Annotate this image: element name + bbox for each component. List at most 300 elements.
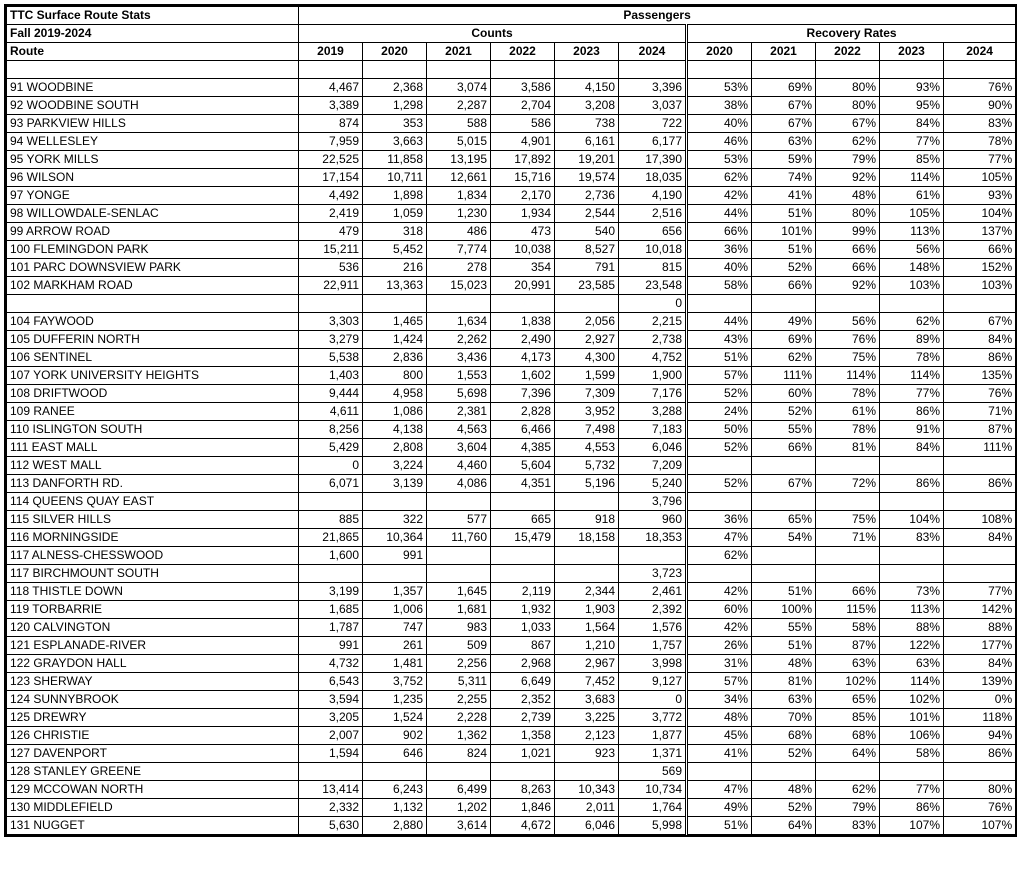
count-cell: 23,585 xyxy=(555,276,619,294)
count-cell: 9,444 xyxy=(299,384,363,402)
header-row-3 xyxy=(7,43,1016,61)
count-cell xyxy=(427,61,491,79)
route-name-cell: 91 WOODBINE xyxy=(7,78,299,96)
count-cell: 2,736 xyxy=(555,186,619,204)
count-cell: 1,898 xyxy=(363,186,427,204)
recovery-rate-cell: 93% xyxy=(944,186,1016,204)
recovery-rate-cell xyxy=(816,456,880,474)
count-cell: 2,119 xyxy=(491,582,555,600)
recovery-rate-cell: 85% xyxy=(880,150,944,168)
count-cell xyxy=(491,492,555,510)
count-cell: 18,158 xyxy=(555,528,619,546)
count-cell: 8,263 xyxy=(491,780,555,798)
count-cell: 722 xyxy=(619,114,687,132)
recovery-rate-cell: 122% xyxy=(880,636,944,654)
recovery-rate-cell: 177% xyxy=(944,636,1016,654)
count-cell: 6,161 xyxy=(555,132,619,150)
recovery-rate-cell xyxy=(687,61,752,79)
recovery-rate-cell xyxy=(880,564,944,582)
count-cell: 1,132 xyxy=(363,798,427,816)
recovery-rate-cell: 63% xyxy=(816,654,880,672)
count-cell: 1,564 xyxy=(555,618,619,636)
count-cell xyxy=(555,492,619,510)
count-cell: 4,901 xyxy=(491,132,555,150)
table-row xyxy=(7,96,1016,114)
recovery-rate-cell: 95% xyxy=(880,96,944,114)
count-cell: 4,732 xyxy=(299,654,363,672)
recovery-rate-cell: 44% xyxy=(687,312,752,330)
route-name-cell: 115 SILVER HILLS xyxy=(7,510,299,528)
count-cell: 509 xyxy=(427,636,491,654)
route-name-cell: 95 YORK MILLS xyxy=(7,150,299,168)
count-cell: 3,139 xyxy=(363,474,427,492)
count-cell: 4,086 xyxy=(427,474,491,492)
count-cell: 4,351 xyxy=(491,474,555,492)
table-row xyxy=(7,276,1016,294)
count-cell: 4,190 xyxy=(619,186,687,204)
count-cell: 3,752 xyxy=(363,672,427,690)
recovery-rate-cell: 42% xyxy=(687,582,752,600)
recovery-rate-cell: 51% xyxy=(687,348,752,366)
recovery-rate-cell: 102% xyxy=(816,672,880,690)
recovery-rate-cell: 84% xyxy=(944,330,1016,348)
recovery-rate-cell xyxy=(687,456,752,474)
recovery-rate-cell: 78% xyxy=(816,384,880,402)
count-cell: 473 xyxy=(491,222,555,240)
count-cell xyxy=(363,564,427,582)
route-name-cell: 106 SENTINEL xyxy=(7,348,299,366)
recovery-rate-cell xyxy=(687,492,752,510)
route-stats-table xyxy=(6,6,1016,835)
count-cell: 1,021 xyxy=(491,744,555,762)
count-cell: 2,419 xyxy=(299,204,363,222)
count-cell: 6,649 xyxy=(491,672,555,690)
table-row xyxy=(7,546,1016,564)
count-cell: 815 xyxy=(619,258,687,276)
count-cell: 1,553 xyxy=(427,366,491,384)
recovery-rate-cell: 66% xyxy=(752,276,816,294)
recovery-rate-cell xyxy=(752,546,816,564)
recovery-rate-cell: 68% xyxy=(816,726,880,744)
sheet-title: TTC Surface Route Stats xyxy=(7,7,299,25)
table-row xyxy=(7,474,1016,492)
recovery-rate-cell: 71% xyxy=(816,528,880,546)
recovery-rate-cell: 66% xyxy=(687,222,752,240)
count-cell: 486 xyxy=(427,222,491,240)
recovery-rate-cell: 76% xyxy=(944,798,1016,816)
recovery-year-header: 2023 xyxy=(880,43,944,61)
recovery-rate-cell xyxy=(944,61,1016,79)
count-cell: 0 xyxy=(619,690,687,708)
recovery-rate-cell: 51% xyxy=(752,240,816,258)
count-year-header: 2024 xyxy=(619,43,687,61)
count-cell: 20,991 xyxy=(491,276,555,294)
recovery-rate-cell: 78% xyxy=(944,132,1016,150)
recovery-rate-cell: 64% xyxy=(752,816,816,834)
count-cell: 15,023 xyxy=(427,276,491,294)
recovery-rate-cell: 80% xyxy=(816,78,880,96)
count-cell xyxy=(491,546,555,564)
recovery-rate-cell: 103% xyxy=(944,276,1016,294)
recovery-rate-cell xyxy=(816,61,880,79)
count-cell: 2,228 xyxy=(427,708,491,726)
recovery-rate-cell: 69% xyxy=(752,78,816,96)
route-name-cell: 125 DREWRY xyxy=(7,708,299,726)
count-cell: 1,298 xyxy=(363,96,427,114)
recovery-rate-cell: 44% xyxy=(687,204,752,222)
route-name-cell: 104 FAYWOOD xyxy=(7,312,299,330)
count-cell: 991 xyxy=(299,636,363,654)
route-name-cell: 92 WOODBINE SOUTH xyxy=(7,96,299,114)
recovery-rate-cell xyxy=(880,492,944,510)
count-cell: 19,201 xyxy=(555,150,619,168)
recovery-rate-cell: 51% xyxy=(687,816,752,834)
count-cell: 1,594 xyxy=(299,744,363,762)
count-cell: 4,460 xyxy=(427,456,491,474)
count-cell: 2,828 xyxy=(491,402,555,420)
count-cell: 17,390 xyxy=(619,150,687,168)
count-cell: 17,892 xyxy=(491,150,555,168)
recovery-year-header: 2020 xyxy=(687,43,752,61)
header-row-2 xyxy=(7,25,1016,43)
count-cell: 3,303 xyxy=(299,312,363,330)
count-cell: 354 xyxy=(491,258,555,276)
table-row xyxy=(7,492,1016,510)
count-cell: 2,968 xyxy=(491,654,555,672)
recovery-rate-cell: 58% xyxy=(687,276,752,294)
count-year-header: 2019 xyxy=(299,43,363,61)
count-cell: 216 xyxy=(363,258,427,276)
count-cell: 12,661 xyxy=(427,168,491,186)
count-cell: 7,183 xyxy=(619,420,687,438)
count-cell: 1,524 xyxy=(363,708,427,726)
count-cell: 6,177 xyxy=(619,132,687,150)
count-cell: 1,602 xyxy=(491,366,555,384)
count-cell: 3,199 xyxy=(299,582,363,600)
count-cell: 1,006 xyxy=(363,600,427,618)
route-name-cell: 121 ESPLANADE-RIVER xyxy=(7,636,299,654)
count-cell: 3,594 xyxy=(299,690,363,708)
recovery-rate-cell: 77% xyxy=(944,582,1016,600)
recovery-rate-cell: 86% xyxy=(944,348,1016,366)
recovery-rate-cell: 52% xyxy=(752,258,816,276)
count-cell: 7,209 xyxy=(619,456,687,474)
count-cell: 1,645 xyxy=(427,582,491,600)
recovery-rate-cell: 103% xyxy=(880,276,944,294)
table-row xyxy=(7,61,1016,79)
count-cell: 1,230 xyxy=(427,204,491,222)
count-cell: 2,056 xyxy=(555,312,619,330)
count-cell: 2,544 xyxy=(555,204,619,222)
count-cell xyxy=(427,546,491,564)
count-cell: 2,170 xyxy=(491,186,555,204)
table-row xyxy=(7,384,1016,402)
recovery-rate-cell xyxy=(944,762,1016,780)
recovery-rate-cell: 68% xyxy=(752,726,816,744)
table-row xyxy=(7,780,1016,798)
table-row xyxy=(7,600,1016,618)
recovery-rate-cell: 85% xyxy=(816,708,880,726)
count-cell: 656 xyxy=(619,222,687,240)
table-row xyxy=(7,690,1016,708)
recovery-rate-cell xyxy=(752,564,816,582)
recovery-rate-cell: 49% xyxy=(752,312,816,330)
table-row xyxy=(7,456,1016,474)
recovery-rate-cell: 65% xyxy=(752,510,816,528)
recovery-rate-cell: 67% xyxy=(816,114,880,132)
count-cell: 4,492 xyxy=(299,186,363,204)
count-cell: 8,527 xyxy=(555,240,619,258)
recovery-rate-cell: 99% xyxy=(816,222,880,240)
recovery-rate-cell: 101% xyxy=(752,222,816,240)
count-cell: 13,363 xyxy=(363,276,427,294)
count-cell: 4,958 xyxy=(363,384,427,402)
count-cell: 665 xyxy=(491,510,555,528)
recovery-rate-cell: 114% xyxy=(880,366,944,384)
recovery-rate-cell: 52% xyxy=(687,384,752,402)
recovery-rate-cell: 114% xyxy=(880,672,944,690)
count-cell: 2,123 xyxy=(555,726,619,744)
recovery-rate-cell: 76% xyxy=(816,330,880,348)
count-cell: 22,525 xyxy=(299,150,363,168)
recovery-rate-cell: 89% xyxy=(880,330,944,348)
recovery-rate-cell: 48% xyxy=(687,708,752,726)
count-cell: 5,452 xyxy=(363,240,427,258)
count-cell xyxy=(299,492,363,510)
count-cell: 2,392 xyxy=(619,600,687,618)
count-cell xyxy=(555,546,619,564)
count-cell: 3,037 xyxy=(619,96,687,114)
count-cell: 3,604 xyxy=(427,438,491,456)
count-cell: 479 xyxy=(299,222,363,240)
table-row xyxy=(7,168,1016,186)
recovery-rate-cell: 58% xyxy=(880,744,944,762)
recovery-rate-cell xyxy=(816,762,880,780)
recovery-rate-cell: 36% xyxy=(687,510,752,528)
count-year-header: 2023 xyxy=(555,43,619,61)
count-cell: 2,287 xyxy=(427,96,491,114)
recovery-rate-cell: 104% xyxy=(880,510,944,528)
route-name-cell: 117 ALNESS-CHESSWOOD xyxy=(7,546,299,564)
recovery-rate-cell xyxy=(752,294,816,312)
count-cell: 0 xyxy=(619,294,687,312)
passengers-header: Passengers xyxy=(299,7,1016,25)
table-row xyxy=(7,618,1016,636)
count-cell: 2,352 xyxy=(491,690,555,708)
recovery-rate-cell: 101% xyxy=(880,708,944,726)
count-cell: 7,396 xyxy=(491,384,555,402)
recovery-rate-cell: 49% xyxy=(687,798,752,816)
recovery-rate-cell: 65% xyxy=(816,690,880,708)
recovery-rate-cell: 88% xyxy=(944,618,1016,636)
recovery-rate-cell: 58% xyxy=(816,618,880,636)
count-cell: 2,738 xyxy=(619,330,687,348)
recovery-rate-cell: 84% xyxy=(944,528,1016,546)
table-row xyxy=(7,258,1016,276)
count-cell: 21,865 xyxy=(299,528,363,546)
recovery-rate-cell: 73% xyxy=(880,582,944,600)
count-cell xyxy=(491,762,555,780)
count-cell: 3,389 xyxy=(299,96,363,114)
recovery-rate-cell xyxy=(944,294,1016,312)
route-name-cell: 130 MIDDLEFIELD xyxy=(7,798,299,816)
count-cell: 278 xyxy=(427,258,491,276)
recovery-rate-cell: 62% xyxy=(816,132,880,150)
recovery-rate-cell: 111% xyxy=(752,366,816,384)
recovery-rate-cell: 152% xyxy=(944,258,1016,276)
table-row xyxy=(7,438,1016,456)
table-row xyxy=(7,204,1016,222)
table-row xyxy=(7,312,1016,330)
recovery-rate-cell: 115% xyxy=(816,600,880,618)
route-name-cell: 102 MARKHAM ROAD xyxy=(7,276,299,294)
recovery-rate-cell: 40% xyxy=(687,114,752,132)
count-cell: 1,787 xyxy=(299,618,363,636)
count-cell: 1,210 xyxy=(555,636,619,654)
route-name-cell: 112 WEST MALL xyxy=(7,456,299,474)
recovery-rate-cell: 66% xyxy=(816,240,880,258)
count-cell: 3,224 xyxy=(363,456,427,474)
recovery-rate-cell xyxy=(687,762,752,780)
recovery-rate-cell: 60% xyxy=(752,384,816,402)
recovery-rate-cell: 43% xyxy=(687,330,752,348)
count-cell: 5,240 xyxy=(619,474,687,492)
count-cell: 2,344 xyxy=(555,582,619,600)
route-name-cell: 127 DAVENPORT xyxy=(7,744,299,762)
table-row xyxy=(7,564,1016,582)
count-cell: 3,683 xyxy=(555,690,619,708)
count-cell: 261 xyxy=(363,636,427,654)
count-cell: 5,196 xyxy=(555,474,619,492)
count-cell xyxy=(299,294,363,312)
recovery-rate-cell: 67% xyxy=(944,312,1016,330)
recovery-rate-cell xyxy=(880,294,944,312)
table-row xyxy=(7,510,1016,528)
recovery-rate-cell: 107% xyxy=(880,816,944,834)
recovery-rate-cell: 113% xyxy=(880,222,944,240)
count-cell: 9,127 xyxy=(619,672,687,690)
recovery-rate-cell: 56% xyxy=(816,312,880,330)
count-cell: 6,046 xyxy=(555,816,619,834)
recovery-rate-cell: 62% xyxy=(687,546,752,564)
recovery-rate-cell: 102% xyxy=(880,690,944,708)
recovery-rate-cell: 42% xyxy=(687,618,752,636)
recovery-rate-cell: 0% xyxy=(944,690,1016,708)
count-cell: 1,481 xyxy=(363,654,427,672)
count-cell: 540 xyxy=(555,222,619,240)
count-cell xyxy=(299,564,363,582)
recovery-rate-cell: 79% xyxy=(816,798,880,816)
count-cell: 1,599 xyxy=(555,366,619,384)
count-cell: 4,300 xyxy=(555,348,619,366)
count-cell: 15,479 xyxy=(491,528,555,546)
route-name-cell: 117 BIRCHMOUNT SOUTH xyxy=(7,564,299,582)
route-name-cell: 94 WELLESLEY xyxy=(7,132,299,150)
recovery-rate-cell: 42% xyxy=(687,186,752,204)
recovery-rate-cell: 34% xyxy=(687,690,752,708)
route-name-cell: 96 WILSON xyxy=(7,168,299,186)
table-row xyxy=(7,348,1016,366)
recovery-rate-cell xyxy=(752,61,816,79)
route-name-cell: 131 NUGGET xyxy=(7,816,299,834)
count-cell xyxy=(363,294,427,312)
recovery-rate-cell: 91% xyxy=(880,420,944,438)
recovery-rate-cell xyxy=(752,492,816,510)
route-name-cell: 129 MCCOWAN NORTH xyxy=(7,780,299,798)
count-cell: 1,764 xyxy=(619,798,687,816)
recovery-rate-cell: 135% xyxy=(944,366,1016,384)
count-cell: 3,998 xyxy=(619,654,687,672)
count-cell: 3,074 xyxy=(427,78,491,96)
recovery-rate-cell: 52% xyxy=(752,402,816,420)
count-cell: 1,357 xyxy=(363,582,427,600)
count-cell: 1,934 xyxy=(491,204,555,222)
recovery-rate-cell: 59% xyxy=(752,150,816,168)
count-cell: 322 xyxy=(363,510,427,528)
count-cell: 5,998 xyxy=(619,816,687,834)
count-cell: 1,059 xyxy=(363,204,427,222)
count-cell: 3,208 xyxy=(555,96,619,114)
count-cell xyxy=(427,564,491,582)
recovery-rates-header: Recovery Rates xyxy=(687,25,1016,43)
count-cell xyxy=(555,762,619,780)
recovery-rate-cell: 62% xyxy=(687,168,752,186)
count-cell: 7,959 xyxy=(299,132,363,150)
table-row xyxy=(7,402,1016,420)
count-cell: 13,195 xyxy=(427,150,491,168)
count-cell xyxy=(299,61,363,79)
count-cell: 5,630 xyxy=(299,816,363,834)
count-cell: 588 xyxy=(427,114,491,132)
count-cell xyxy=(491,61,555,79)
table-row xyxy=(7,816,1016,834)
count-cell: 5,311 xyxy=(427,672,491,690)
count-cell: 867 xyxy=(491,636,555,654)
count-cell: 10,038 xyxy=(491,240,555,258)
recovery-rate-cell: 70% xyxy=(752,708,816,726)
recovery-rate-cell xyxy=(880,546,944,564)
count-cell: 3,279 xyxy=(299,330,363,348)
recovery-rate-cell: 84% xyxy=(880,114,944,132)
count-cell: 3,205 xyxy=(299,708,363,726)
recovery-rate-cell: 62% xyxy=(880,312,944,330)
recovery-rate-cell: 76% xyxy=(944,384,1016,402)
recovery-rate-cell: 53% xyxy=(687,150,752,168)
count-cell: 18,353 xyxy=(619,528,687,546)
recovery-rate-cell: 80% xyxy=(816,96,880,114)
count-cell: 1,033 xyxy=(491,618,555,636)
recovery-rate-cell: 52% xyxy=(687,474,752,492)
count-cell: 23,548 xyxy=(619,276,687,294)
recovery-rate-cell: 83% xyxy=(944,114,1016,132)
recovery-rate-cell: 74% xyxy=(752,168,816,186)
route-name-cell: 100 FLEMINGDON PARK xyxy=(7,240,299,258)
count-cell: 1,900 xyxy=(619,366,687,384)
count-cell xyxy=(619,61,687,79)
recovery-rate-cell: 63% xyxy=(752,132,816,150)
count-year-header: 2021 xyxy=(427,43,491,61)
count-cell: 1,358 xyxy=(491,726,555,744)
count-cell: 22,911 xyxy=(299,276,363,294)
count-cell: 7,452 xyxy=(555,672,619,690)
count-cell: 11,760 xyxy=(427,528,491,546)
count-cell: 5,429 xyxy=(299,438,363,456)
table-row xyxy=(7,366,1016,384)
route-name-cell: 113 DANFORTH RD. xyxy=(7,474,299,492)
count-cell: 2,262 xyxy=(427,330,491,348)
recovery-rate-cell: 52% xyxy=(752,744,816,762)
table-row xyxy=(7,798,1016,816)
